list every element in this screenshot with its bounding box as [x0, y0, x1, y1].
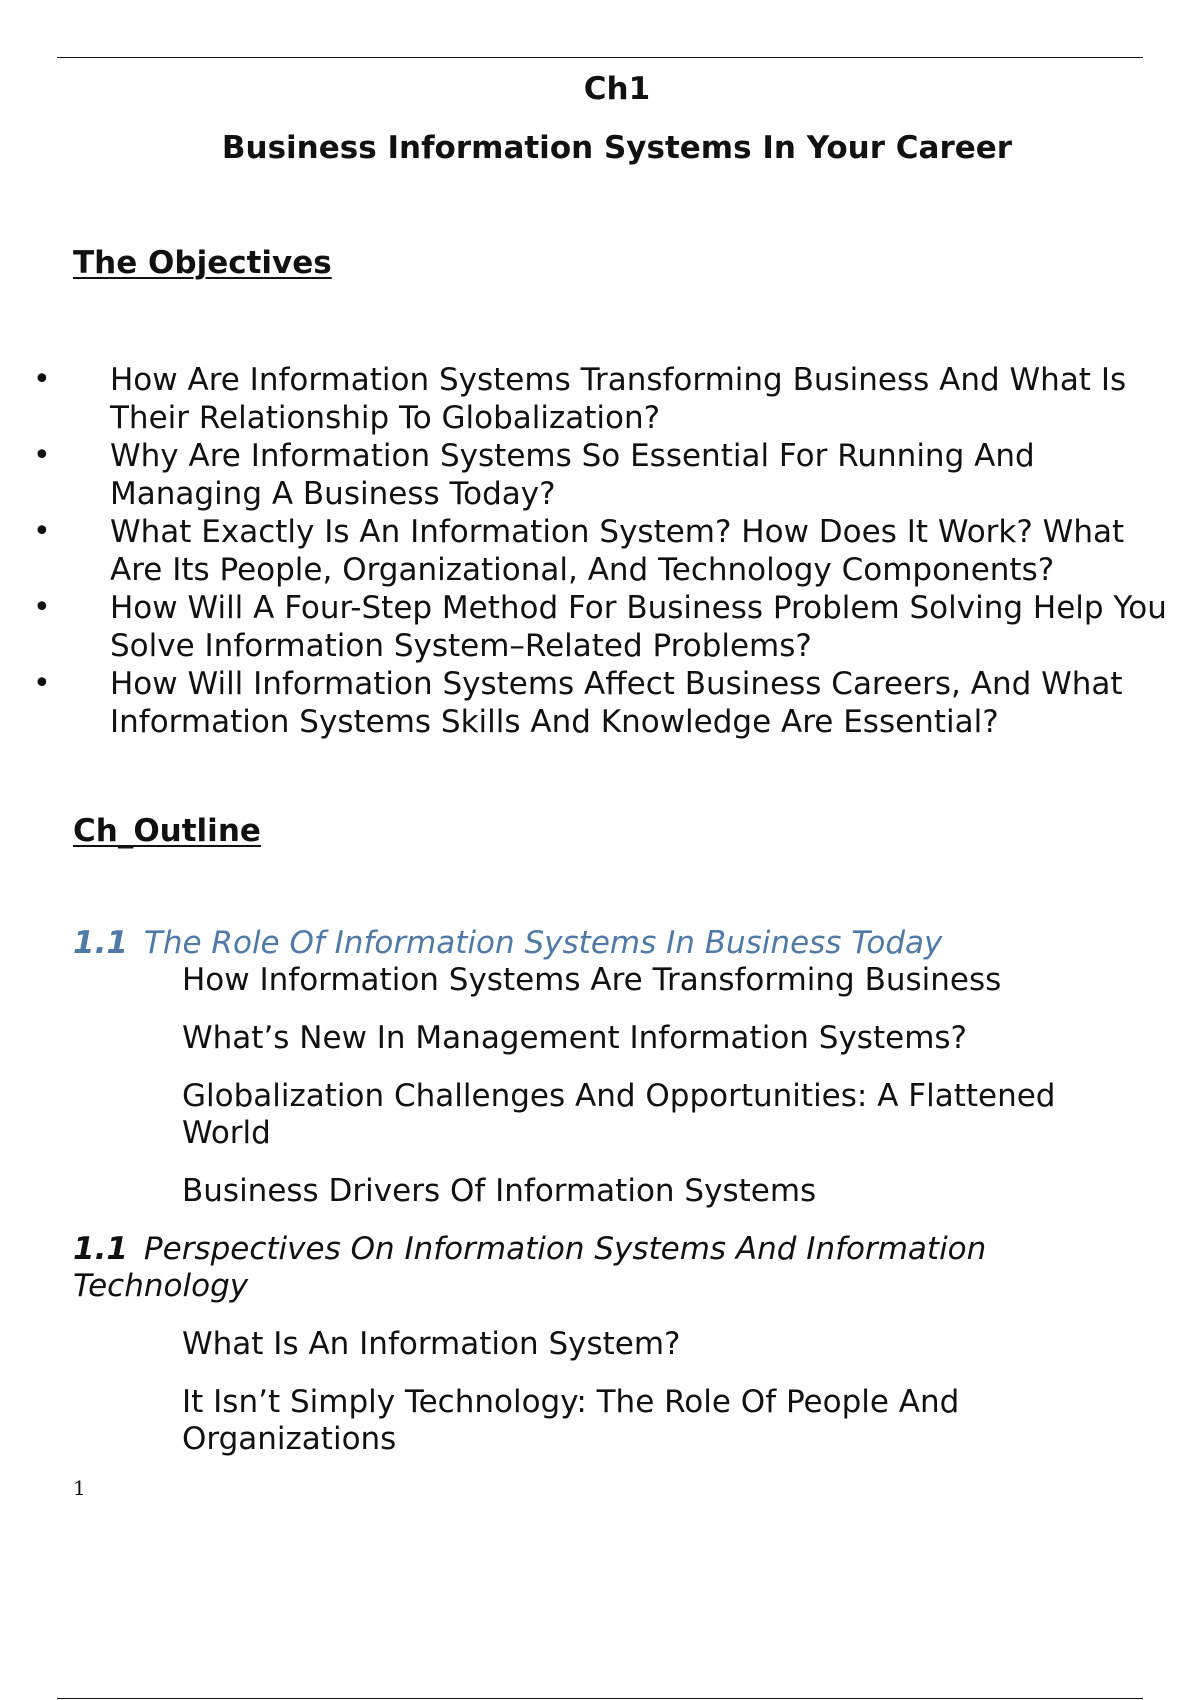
- bullet-icon: •: [33, 590, 51, 625]
- chapter-outline: [73, 925, 1153, 1479]
- page-number: 1: [73, 1476, 86, 1500]
- objective-text: How Are Information Systems Transforming Business And What Is Their Relationship To Globalization?: [110, 362, 1127, 436]
- list-item: [0, 437, 1180, 513]
- objective-text: Why Are Information Systems So Essential For Running And Managing A Business Today?: [110, 438, 1035, 512]
- objectives-heading: The Objectives: [73, 245, 332, 281]
- bullet-icon: •: [33, 362, 51, 397]
- bullet-icon: •: [33, 666, 51, 701]
- objective-text: How Will Information Systems Affect Business Careers, And What Information Systems Skills And Knowledge Are Essential?: [110, 666, 1123, 740]
- list-item: [0, 513, 1180, 589]
- chapter-title: Business Information Systems In Your Career: [221, 130, 1013, 166]
- section-number: 1.1: [73, 1231, 128, 1267]
- top-rule: [57, 57, 1143, 58]
- outline-subsection: Business Drivers Of Information Systems: [182, 1173, 817, 1209]
- bottom-rule: [57, 1698, 1143, 1699]
- list-item: [0, 589, 1180, 665]
- objective-text: What Exactly Is An Information System? How Does It Work? What Are Its People, Organizational, And Technology Components?: [110, 514, 1125, 588]
- outline-subsection: It Isn’t Simply Technology: The Role Of People And Organizations: [182, 1384, 960, 1457]
- outline-subsection: What’s New In Management Information Systems?: [182, 1020, 967, 1056]
- list-item: [0, 361, 1180, 437]
- outline-subsection: Globalization Challenges And Opportunities: A Flattened World: [182, 1078, 1056, 1151]
- section-title: The Role Of Information Systems In Business Today: [143, 925, 943, 961]
- objective-text: How Will A Four-Step Method For Business Problem Solving Help You Solve Information System–Related Problems?: [110, 590, 1167, 664]
- section-title: Perspectives On Information Systems And Information Technology: [73, 1231, 987, 1304]
- outline-subsection: What Is An Information System?: [182, 1326, 681, 1362]
- outline-subsection: How Information Systems Are Transforming Business: [182, 962, 1002, 998]
- bullet-icon: •: [33, 438, 51, 473]
- outline-section-heading: [73, 1231, 1153, 1305]
- objectives-list: [0, 361, 1180, 741]
- list-item: [0, 665, 1180, 741]
- section-number: 1.1: [73, 925, 128, 961]
- chapter-number: Ch1: [583, 71, 651, 107]
- outline-section-heading: [73, 925, 1153, 962]
- bullet-icon: •: [33, 514, 51, 549]
- outline-heading: Ch_Outline: [73, 813, 261, 849]
